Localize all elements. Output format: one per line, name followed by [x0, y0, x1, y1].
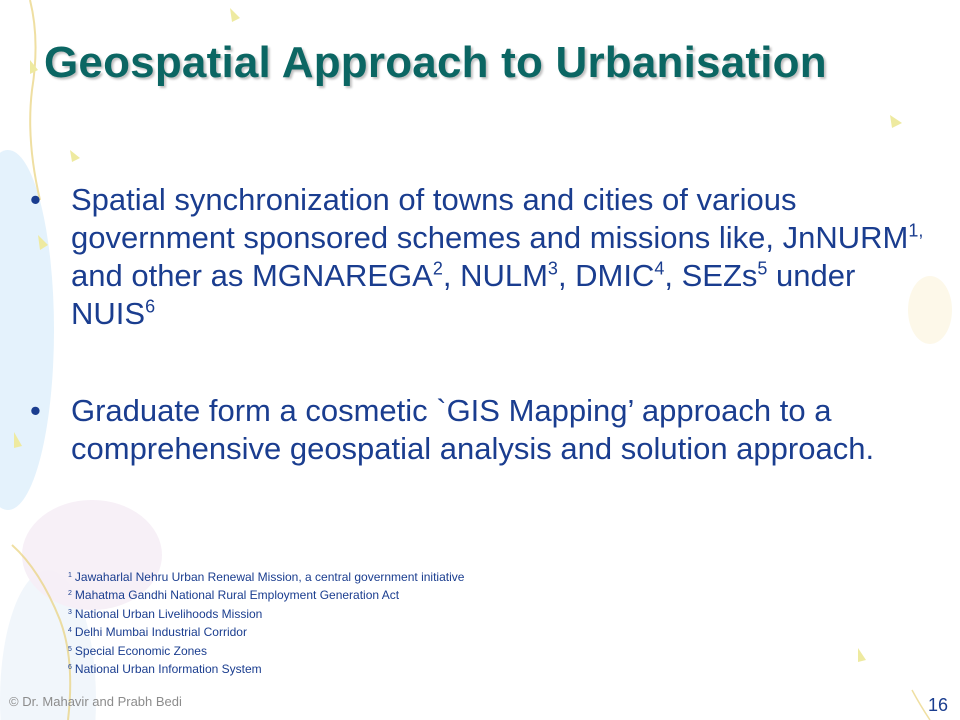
- bullet-text-part: under NUIS: [71, 258, 856, 331]
- footnote-text: National Urban Information System: [74, 662, 262, 677]
- bullet-text: Graduate form a cosmetic `GIS Mapping’ approach to a comprehensive geospatial analysis and solution approach.: [71, 393, 875, 466]
- footnotes-list: [68, 568, 464, 678]
- footnote-text: Jawaharlal Nehru Urban Renewal Mission, a central government initiative: [74, 570, 465, 584]
- footnote-text: National Urban Livelihoods Mission: [74, 606, 263, 621]
- footnote-text: Mahatma Gandhi National Rural Employment Generation Act: [74, 588, 400, 603]
- footnote-item: [68, 605, 464, 623]
- footnote-item: [68, 660, 464, 678]
- footnote-ref-1: 1,: [908, 220, 924, 241]
- bullet-dot-icon: •: [30, 393, 41, 428]
- footnote-ref-5: 5: [757, 258, 768, 279]
- footnote-number: 2: [68, 590, 72, 598]
- footnote-text: Special Economic Zones: [74, 643, 207, 658]
- copyright-notice: © Dr. Mahavir and Prabh Bedi: [9, 694, 182, 709]
- footnote-item: [68, 623, 464, 641]
- footnote-ref-6: 6: [145, 296, 156, 317]
- footnote-item: [68, 586, 464, 604]
- footnote-ref-3: 3: [547, 258, 558, 279]
- footnote-item: [68, 642, 464, 660]
- footnote-number: 1: [68, 572, 72, 579]
- bullet-item-synchronization: [30, 181, 945, 333]
- footnote-item: [68, 568, 464, 586]
- footnote-ref-4: 4: [654, 258, 665, 279]
- footnote-text: Delhi Mumbai Industrial Corridor: [74, 625, 247, 640]
- footnote-number: 4: [68, 627, 72, 635]
- page-number: 16: [928, 695, 949, 715]
- bullet-text-part: , NULM: [442, 258, 548, 293]
- footnote-number: 6: [68, 664, 72, 672]
- bullet-item-gis-approach: [30, 392, 945, 468]
- bullet-text-part: , DMIC: [557, 258, 655, 293]
- bullet-text-part: , SEZs: [664, 258, 758, 293]
- bullet-text-part: and other as MGNAREGA: [71, 258, 433, 293]
- footnote-number: 5: [68, 645, 72, 653]
- bullet-text-part: Spatial synchronization of towns and cities of various government sponsored schemes and missions like, JnNURM: [71, 182, 909, 255]
- bullet-dot-icon: •: [30, 182, 41, 217]
- bullet-list: [30, 181, 945, 468]
- slide-title: Geospatial Approach to Urbanisation: [44, 38, 827, 87]
- footnote-ref-2: 2: [432, 258, 443, 279]
- footnote-number: 3: [68, 608, 72, 616]
